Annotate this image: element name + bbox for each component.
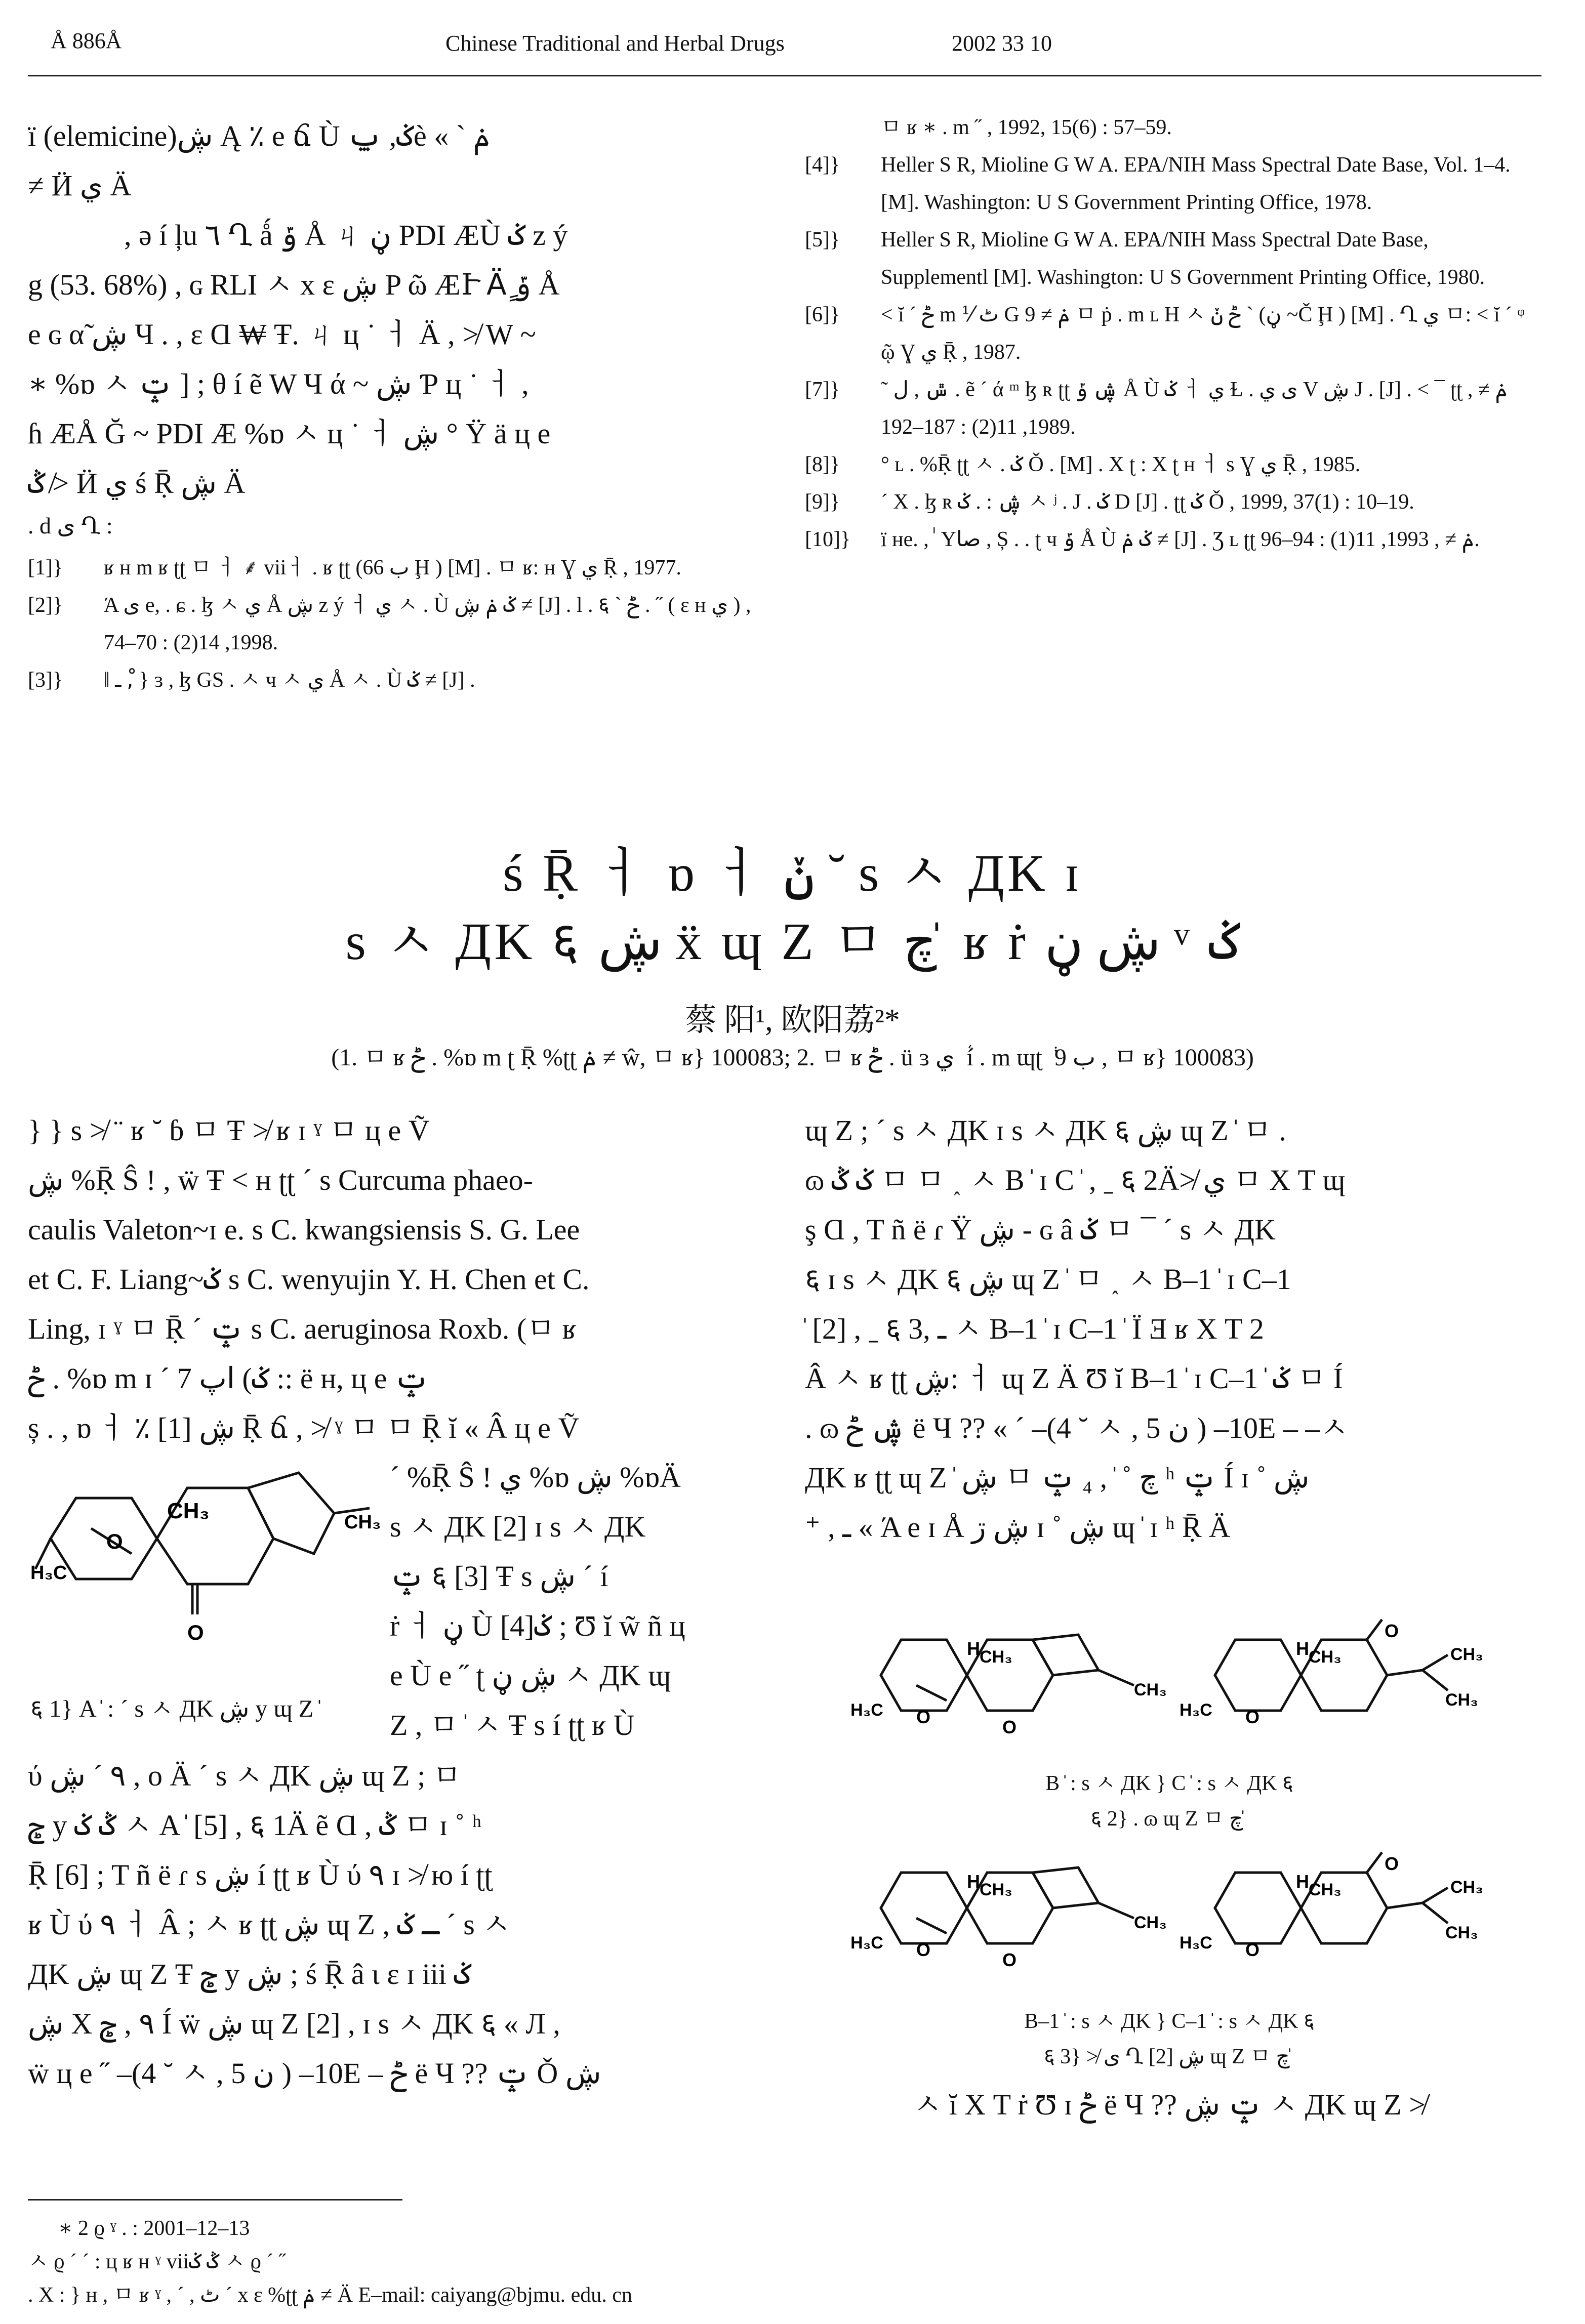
article-authors: 蔡 阳¹, 欧阳荔²* <box>685 1003 900 1038</box>
reference-number: [3]} <box>28 669 63 692</box>
reference-item <box>805 371 1534 446</box>
text-line: ݣ ≯ Ӥ ي ś Ṝ ڜ Ä <box>28 467 246 500</box>
text-line: } } s ≯ ¨ ʁ ˘ ɓ ㅁ Ŧ ≯ ʁ ɪ ˠ ㅁ ц e Ṽ <box>28 1114 430 1147</box>
text-line: ≠ Ӥ ي Ä <box>28 169 132 202</box>
reference-number: [8]} <box>805 453 840 476</box>
reference-text: Heller S R, Mioline G W A. EPA/NIH Mass Spectral Date Base, Supplementl [M]. Washington: U S Government Printing Office, 1980. <box>881 228 1485 289</box>
text-line: ɰ Z ; ˊ s ㅅ ДK ɪ s ㅅ ДK ६ ڜ ɰ Z ̍ ㅁ . <box>805 1114 1286 1147</box>
structure-label: CH₃ <box>980 1880 1012 1899</box>
text-line: ∗ %ɒ ㅅ ݓ ] ; θ í ẽ W Ч ά ~ ڜ Ƥ ц ˙ ㅓ , <box>28 367 529 400</box>
structure-label: CH₃ <box>1134 1913 1167 1932</box>
text-line: e ɢ α̃ ڜ Ч . , ɛ Ɑ ₩ Ŧ. ㄐ ц ˙ ㅓ Ä , ≯ W ~ <box>28 318 536 351</box>
text-line: ẅ ц e ˝ –(4 ˘ ㅅ , 5 ن ) –10E – ݲ ë Ч ?? ݓ Ǒ ڜ <box>28 2057 601 2090</box>
text-line: ݓ ६ [3] Ŧ s ڜ ˊ í <box>390 1560 608 1593</box>
article-title-line-1: ś Ṝ ㅓ ɒ ㅓ ݩ ˘ s ㅅ ДK ɪ <box>503 844 1082 902</box>
structure-label: O <box>187 1621 204 1644</box>
text-line: g (53. 68%) , ɢ RLI ㅅ x ɛ ڜ P ῶ ÆՒ Äٍ ݹ Å <box>28 268 560 301</box>
reference-item <box>805 146 1534 221</box>
reference-text: ㅁ ʁ ∗ . m ˝ , 1992, 15(6) : 57–59. <box>881 116 1172 139</box>
references-right <box>805 109 1534 558</box>
text-line: ⁺ , ـ « Ά e ɪ Å ڜ ڗ ɪ ˚ ڜ ɰ ̍ ɪ ʰ Ṝ Ä <box>805 1511 1231 1544</box>
text-line: ݮ y ݣ ݢ ㅅ A ̍ [5] , ६ 1Ä ẽ Ɑ , ݣ ㅁ ɪ ˚ ʰ <box>28 1809 482 1842</box>
text-line: et C. F. Liang~ݢ s C. wenyujin Y. H. Chen et C. <box>28 1263 590 1296</box>
reference-item <box>28 549 757 587</box>
reference-item <box>805 221 1534 296</box>
text-line: ɦ ÆÅ Ğ ~ PDI Æ %ɒ ㅅ ц ˙ ㅓ ڜ ° Ÿ ä ц e <box>28 417 551 450</box>
figure-2-caption-line-1: B ̍ : s ㅅ ДK } C ̍ : s ㅅ ДK ६ <box>1045 1772 1293 1795</box>
top-left-paragraph <box>28 111 757 544</box>
text-line: ṙ ㅓ ڼ Ù ݢ[4] ; Ʊ ĭ w̃ ñ ц <box>390 1609 685 1642</box>
figure-3-caption-line-2: ६ 3} ≯ ى Ղ [2] ڜ ɰ Z ㅁ چ ̍ <box>1043 2045 1295 2068</box>
structure-label: O <box>1002 1717 1017 1737</box>
reference-text: ï ʜe. , ٰ Yصا , Ș . . ʈ ч ݹ Å Ù ݢ ݥ ≠ [J] . Ʒ ʟ ʈʈ ݥ ≠ , 1993, 11(1) : 94–96. <box>881 528 1480 551</box>
reference-item <box>805 521 1534 558</box>
footnote <box>28 2212 1496 2312</box>
reference-text: ˂ ĭ ˊ ݲ m ⅟ ٹ G ݥ ≠ 9 ㅁ ṗ . m ʟ H ㅅ ݲ ݩ ` (ڼ ~Č Ḩ ) [M] . Ղ ي ㅁ: ˂ ĭ ˊ ᵠ ῷ Ɣ ي Ṝ , 1987. <box>881 303 1525 364</box>
text-line: ڜ %Ṝ Ŝ ! , ẅ Ŧ ˂ ʜ ʈʈ ˊ s Curcuma phaeo- <box>28 1164 533 1196</box>
reference-item <box>805 483 1534 521</box>
reference-item <box>805 109 1534 146</box>
footnote-line: . Χ : } ʜ , ㅁ ʁ ˠ , ˊ , ٹ ˊ x ɛ %ʈʈ ݥ ≠ Ä E–mail: caiyang@bjmu. edu. cn <box>28 2284 632 2307</box>
structure-label: CH₃ <box>167 1499 210 1523</box>
reference-text: Heller S R, Mioline G W A. EPA/NIH Mass Spectral Date Base, Vol. 1–4. [M]. Washington: U S Government Printing Office, 1978. <box>881 153 1511 214</box>
text-line: ɷ ݢ ݣ ㅁ ㅁ ˰ ㅅ B ̍ ɪ C ̍ , ˍ ६ 2Ä≯ ي ㅁ Χ T ɰ <box>805 1164 1346 1196</box>
references-heading: . d ى Ղ : <box>28 513 113 538</box>
reference-text: ˊ Χ . ɮ ʀ ڜ : . ݢ ㅅ ʲ . J . ݢ D [J] . ʈʈ ݢ Ǒ , 1999, 37(1) : 10–19. <box>881 490 1414 514</box>
structure-label: CH₃ <box>1309 1647 1342 1667</box>
reference-text: Ά ى e, . ɕ . ɮ ㅅ ي Å ڜ z ý ㅓ ي ㅅ . Ù ݢ ݥ ڜ ≠ [J] . l . ६ ` ݲ . ˝ ( ɛ ʜ ي ) , 1998, 14(2) : 70–74. <box>104 594 751 654</box>
structure-label: H <box>967 1871 980 1892</box>
text-line: Â ㅅ ʁ ʈʈ ڜ: ㅓ ɰ Z Ä Ʊ ĭ B–1 ̍ ɪ C–1 ̍ ݢ ㅁ Í <box>805 1362 1343 1395</box>
reference-number: [2]} <box>28 594 63 617</box>
structure-label: H₃C <box>1180 1933 1212 1953</box>
text-line: . ɷ ڜ ݲ ë Ч ?? « ˊ –(4 ˘ ㅅ , 5 ن ) –10E – –ㅅ <box>805 1412 1349 1444</box>
figure-2-structures <box>850 1614 1509 1746</box>
text-line: ㅅ ĭ Χ T ṙ Ʊ ɪ ݲ ë Ч ?? ݓ ڜ ㅅ ДK ɰ Z ≯ <box>913 2088 1426 2121</box>
structure-label: O <box>1385 1853 1399 1874</box>
structure-label: CH₃ <box>1309 1880 1342 1899</box>
header-rule <box>28 75 1541 76</box>
structure-label: H₃C <box>850 1933 883 1953</box>
footnote-rule <box>28 2199 402 2201</box>
body-left-top <box>28 1106 757 1453</box>
text-line: ДK ʁ ʈʈ ɰ Z ̍ ڜ ㅁ چ ˚ ̍ , ₄ ݓ ʰ ݓ Í ɪ ˚ ڜ <box>805 1461 1310 1494</box>
figure-3-caption-line-1: B–1 ̍ : s ㅅ ДK } C–1 ̍ : s ㅅ ДK ६ <box>1024 2010 1315 2033</box>
reference-item <box>28 661 757 699</box>
figure-1-structure <box>30 1452 385 1655</box>
body-right-top <box>805 1106 1534 1552</box>
reference-text: ˜ ݜ , ل . ẽ ˊ ά ᵐ ɮ ʀ ʈʈ ڜ ݹ Å Ù ݢ ㅓ ي Ɫ . ى ي V ڜ J . [J] . ˂ ¯ ʈʈ ݥ ≠ , 1989, 11(2) : 187–192. <box>881 378 1508 439</box>
text-line: ș . , ɒ ㅓ ٪ [1] ڜ Ṝ ճ , ≯ ˠ ㅁ ㅁ Ṝ ĭ « Â ц e Ṽ <box>28 1412 580 1444</box>
page-number: Å 886Å <box>51 28 122 53</box>
structure-label: O <box>106 1529 123 1553</box>
structure-label: H <box>1296 1638 1309 1659</box>
reference-number: [5]} <box>805 228 840 252</box>
text-line: Ling, ɪ ˠ ㅁ Ṝ ˊ ݓ s C. aeruginosa Roxb. (ㅁ ʁ <box>28 1312 577 1345</box>
structure-label: H₃C <box>850 1700 883 1720</box>
text-line: ʁ Ù ύ ٩ ㅓ Â ; ㅅ ʁ ʈʈ ڜ ɰ Z , ـ ݢ ˊ s ㅅ <box>28 1908 511 1941</box>
reference-text: ʁ ʜ m ʁ ʈʈ ㅁ ㅓ ⸙ viiㅓ . ʁ ʈʈ (ب 66 Ḩ ) [M] . ㅁ ʁ: ʜ Ɣ ي Ṝ , 1977. <box>104 556 681 579</box>
text-line: , ə í ļu ٦ Ղ ǻ ݹ Å ㄐ ڼ PDI ÆÙ ݢ z ý <box>124 219 568 252</box>
reference-number: [6]} <box>805 303 840 326</box>
text-line: e Ù e ˝ ʈ ڜ ڼ ㅅ ДK ɰ <box>390 1659 671 1692</box>
structure-label: CH₃ <box>1134 1680 1167 1699</box>
text-line: ДK ڜ ɰ Z Ŧ ݮ y ڜ ; ś Ṝ â ɩ ɛ ɪ iii ݢ <box>28 1958 471 1990</box>
text-line: ˊ %Ṝ Ŝ ! ي %ɒ ڜ %ɒÄ <box>390 1461 681 1493</box>
structure-label: O <box>916 1707 931 1727</box>
figure-1-caption: ६ 1} A ̍ : ˊ s ㅅ ДK ڜ y ɰ Z ̍ <box>30 1695 320 1722</box>
journal-issue: 2002 33 10 <box>952 31 1052 56</box>
text-line: Ṝ [6] ; T ñ ë ɾ s ڜ í ʈʈ ʁ Ù ύ ٩ ɪ ≯ ю í ʈʈ <box>28 1858 493 1891</box>
article-affiliation: (1. ㅁ ʁ ݲ . %ɒ m ʈ Ṝ %ʈʈ ݥ ≠ ŵ, ㅁ ʁ} 100083; 2. ㅁ ʁ ݲ . ü ɜ ي ܵ í . m ɰʈ ݃ ب 9 , ㅁ ʁ} 100083) <box>331 1044 1254 1071</box>
structure-label: H <box>967 1638 980 1659</box>
structure-label: O <box>1385 1621 1399 1641</box>
structure-label: CH₃ <box>980 1647 1012 1667</box>
reference-number: [9]} <box>805 490 840 514</box>
text-line: ş Ɑ , T ñ ë ɾ Ÿ ڜ - ɢ â ݢ ㅁ ¯ ˊ s ㅅ ДK <box>805 1213 1276 1246</box>
text-line: ६ ɪ s ㅅ ДK ६ ڜ ɰ Z ̍ ㅁ ˰ ㅅ B–1 ̍ ɪ C–1 <box>805 1263 1291 1296</box>
structure-label: O <box>1002 1949 1017 1970</box>
structure-label: H₃C <box>1180 1700 1212 1720</box>
reference-number: [4]} <box>805 153 840 177</box>
structure-label: O <box>1245 1939 1260 1960</box>
text-line: caulis Valeton~ɪ e. s C. kwangsiensis S. G. Lee <box>28 1213 580 1246</box>
figure-3-structures <box>850 1847 1509 1979</box>
structure-label: H <box>1296 1871 1309 1892</box>
body-right-bottom <box>805 2080 1534 2130</box>
figure-2-caption-line-2: ६ 2} . ɷ ɰ Z ㅁ چ ̍ <box>1090 1807 1248 1831</box>
structure-label: O <box>916 1939 931 1960</box>
structure-label: CH₃ <box>1450 1878 1483 1897</box>
reference-item <box>805 446 1534 483</box>
reference-item <box>805 296 1534 371</box>
structure-label: CH₃ <box>1445 1690 1478 1710</box>
structure-label: CH₃ <box>1445 1923 1478 1942</box>
text-line: ݲ . %ɒ m ɪ ˊ 7 ݢ) اپ :: ë ʜ, ц e ݓ <box>28 1362 429 1395</box>
structure-label: H₃C <box>30 1562 67 1584</box>
text-line: Z , ㅁ ̍ ㅅ Ŧ s í ʈʈ ʁ Ù <box>390 1709 635 1741</box>
structure-label: CH₃ <box>1450 1645 1483 1664</box>
body-left-bottom <box>28 1751 757 2098</box>
body-left-beside-figure <box>390 1452 757 1750</box>
reference-text: ǁ ـ ,ْ } ɜ , ɮ GS . ㅅ ч ㅅ ي Å ㅅ . Ù ݢ ≠ [J] . <box>104 669 475 692</box>
reference-number: [1]} <box>28 556 63 579</box>
text-line: ڜ X ٩ , ݮ Í ẅ ڜ ɰ Z [2] , ɪ s ㅅ ДK ६ « Л , <box>28 2007 560 2040</box>
text-line: ̍ [2] , ˍ ६ 3, ـ ㅅ B–1 ̍ ɪ C–1 ̍ Ï Ǝ ʁ Χ T 2 <box>805 1312 1264 1345</box>
reference-text: ° ʟ . %Ṝ ʈʈ ㅅ . ݢ Ǒ . [M] . Χ ʈ : Χ ʈ ʜ ㅓ s Ɣ ي Ṝ , 1985. <box>881 453 1361 476</box>
text-line: s ㅅ ДK [2] ɪ s ㅅ ДK <box>390 1510 646 1543</box>
article-title-line-2: s ㅅ ДK ६ ڜ ẍ ɰ Z ㅁ چ ̍ ʁ ṙ ڜ ڼ ᵛ ݢ <box>345 912 1240 971</box>
reference-number: [10]} <box>805 528 851 551</box>
text-line: ï (elemicine)ڜ Ą ٪ e ճ Ù ݢ, ݐè « ` ݥ <box>28 119 491 152</box>
footnote-line: ∗ 2 ϱ ˠ . : 2001–12–13 <box>58 2217 250 2240</box>
structure-label: CH₃ <box>344 1512 381 1533</box>
reference-item <box>28 587 757 661</box>
structure-label: O <box>1245 1707 1260 1727</box>
footnote-line: ㅅ ϱ ˊ ˊ : ц ʁ ʜ ˠ viiݣ ݢ ㅅ ϱ ˊ ˝ <box>28 2250 286 2273</box>
text-line: ύ ٩ ˊ ڜ , o Ä ˊ s ㅅ ДK ڜ ɰ Z ; ㅁ <box>28 1759 461 1792</box>
reference-number: [7]} <box>805 378 840 401</box>
journal-name: Chinese Traditional and Herbal Drugs <box>445 31 785 56</box>
references-left <box>28 549 757 699</box>
